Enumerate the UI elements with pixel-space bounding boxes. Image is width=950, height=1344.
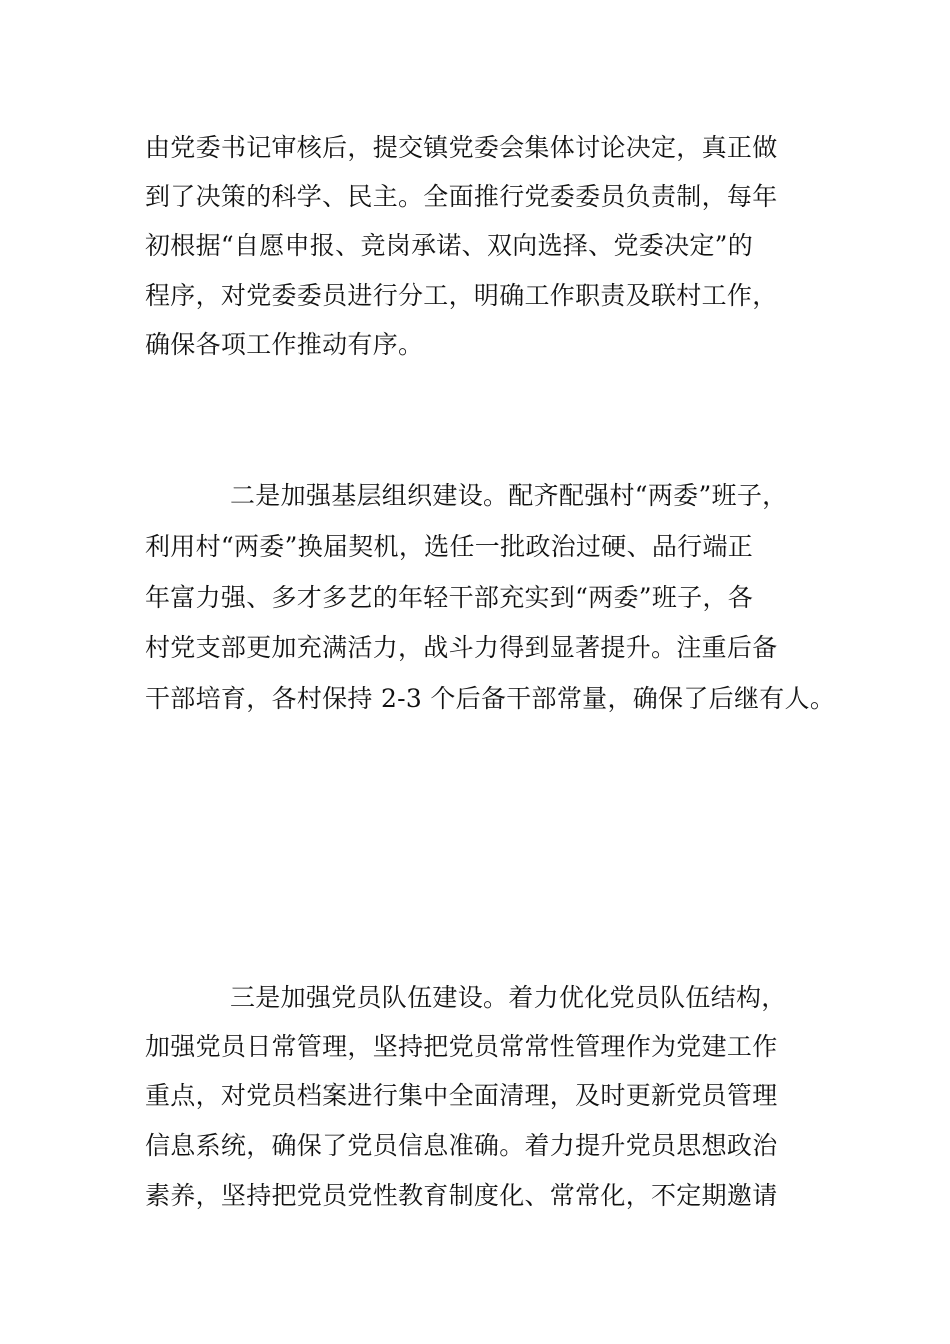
paragraph-2-line-5: 干部培育，各村保持 2-3 个后备干部常量，确保了后继有人。 — [145, 684, 836, 713]
paragraph-3-line-5: 素养，坚持把党员党性教育制度化、常常化，不定期邀请 — [145, 1181, 778, 1210]
paragraph-1-line-2: 到了决策的科学、民主。全面推行党委委员负责制，每年 — [145, 182, 778, 211]
paragraph-2-line-1: 二是加强基层组织建设。配齐配强村“两委”班子， — [230, 481, 788, 510]
paragraph-1-line-5: 确保各项工作推动有序。 — [145, 330, 424, 359]
paragraph-1-line-1: 由党委书记审核后，提交镇党委会集体讨论决定，真正做 — [145, 133, 778, 162]
paragraph-3-line-1: 三是加强党员队伍建设。着力优化党员队伍结构， — [230, 983, 787, 1012]
paragraph-3-line-3: 重点，对党员档案进行集中全面清理，及时更新党员管理 — [145, 1081, 778, 1110]
paragraph-2-line-3: 年富力强、多才多艺的年轻干部充实到“两委”班子，各 — [145, 583, 754, 612]
paragraph-1-line-4: 程序，对党委委员进行分工，明确工作职责及联村工作， — [145, 281, 778, 310]
paragraph-3-line-4: 信息系统，确保了党员信息准确。着力提升党员思想政治 — [145, 1131, 778, 1160]
paragraph-2-line-4: 村党支部更加充满活力，战斗力得到显著提升。注重后备 — [145, 633, 778, 662]
paragraph-3-line-2: 加强党员日常管理，坚持把党员常常性管理作为党建工作 — [145, 1032, 778, 1061]
paragraph-1-line-3: 初根据“自愿申报、竞岗承诺、双向选择、党委决定”的 — [145, 231, 754, 260]
paragraph-2-line-2: 利用村“两委”换届契机，选任一批政治过硬、品行端正 — [145, 532, 754, 561]
